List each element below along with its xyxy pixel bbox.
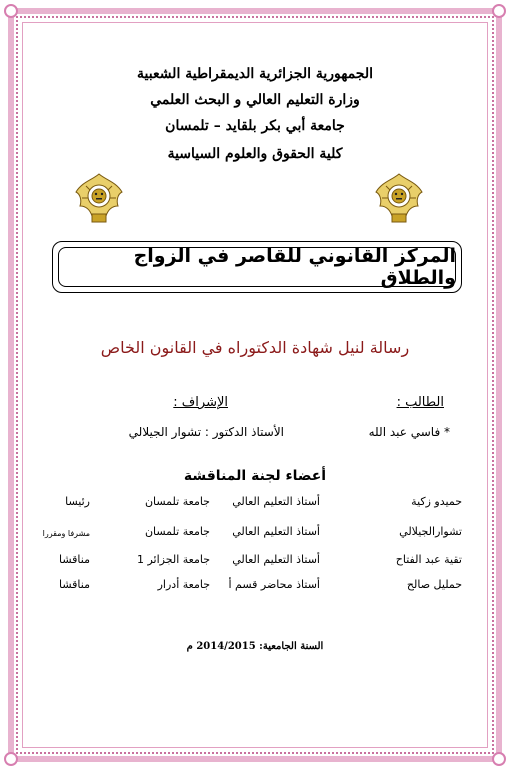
member-role: رئيسا	[65, 495, 90, 508]
committee-row	[0, 525, 510, 545]
member-university: جامعة تلمسان	[144, 495, 210, 508]
member-role: مناقشا	[59, 553, 90, 566]
member-rank: أستاذ محاضر قسم أ	[228, 578, 320, 591]
member-rank: أستاذ التعليم العالي	[232, 525, 320, 538]
corner-ornament-bottom-right	[492, 752, 506, 766]
committee-row	[0, 553, 510, 573]
ministry-line: وزارة التعليم العالي و البحث العلمي	[150, 92, 360, 108]
academic-year: السنة الجامعية: 2014/2015 م	[186, 641, 324, 652]
supervisor-name: الأستاذ الدكتور : تشوار الجيلالي	[128, 425, 284, 439]
faculty-line: كلية الحقوق والعلوم السياسية	[167, 146, 343, 162]
member-role: مشرفا ومقررا	[42, 529, 90, 538]
corner-ornament-top-left	[4, 4, 18, 18]
republic-line: الجمهورية الجزائرية الديمقراطية الشعبية	[136, 66, 373, 82]
member-name: حمليل صالح	[406, 578, 462, 591]
member-university: جامعة تلمسان	[144, 525, 210, 538]
member-rank: أستاذ التعليم العالي	[232, 553, 320, 566]
supervisor-label: الإشراف :	[173, 395, 228, 410]
committee-row	[0, 578, 510, 598]
member-name: تشوارالجيلالي	[399, 525, 462, 538]
member-rank: أستاذ التعليم العالي	[232, 495, 320, 508]
university-line: جامعة أبي بكر بلقايد – تلمسان	[165, 118, 345, 134]
university-emblem-icon	[72, 170, 126, 226]
thesis-subtitle: رسالة لنيل شهادة الدكتوراه في القانون الخاص	[100, 338, 410, 357]
corner-ornament-bottom-left	[4, 752, 18, 766]
corner-ornament-top-right	[492, 4, 506, 18]
member-role: مناقشا	[59, 578, 90, 591]
member-university: جامعة أدرار	[157, 578, 210, 591]
thesis-title: المركز القانوني للقاصر في الزواج والطلاق	[133, 245, 456, 289]
member-name: تقية عبد الفتاح	[395, 553, 462, 566]
member-name: حميدو زكية	[411, 495, 462, 508]
committee-title: أعضاء لجنة المناقشة	[183, 468, 327, 484]
university-emblem-icon	[372, 170, 426, 226]
committee-row	[0, 495, 510, 515]
student-label: الطالب :	[396, 395, 444, 410]
student-name: * فاسي عبد الله	[368, 425, 450, 439]
member-university: جامعة الجزائر 1	[136, 553, 210, 566]
